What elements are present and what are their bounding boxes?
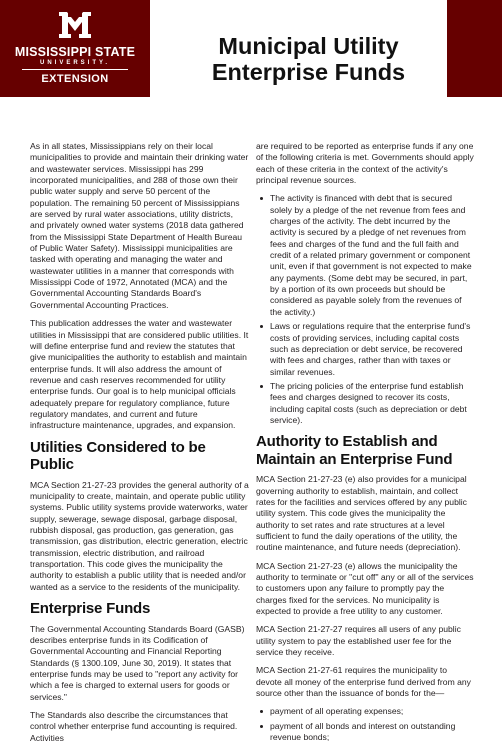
intro-paragraph: As in all states, Mississippians rely on their local municipalities to provide and maintain their drinking water and wastewater services. Mississippi has 299 incorporated municipalities, and 288 of those own their public water supply and serve 50 percent of the population. The remaining 50 percent of Mississippians are served by rural water associations, utility districts, and privately owned water systems (2018 data gathered from the Mississippi State Department of Health Bureau of Public Water Safety). Mississippi municipalities are tasked with operating and managing the water and wastewater utilities in a manner that corresponds with Mississippi Code of 1972, Annotated (MCA) and the Governmental Accounting Standards Board's Governmental Accounting Practices. [30,141,249,310]
title-line-2: Enterprise Funds [211,59,406,85]
list-item: payment of all operating expenses; [256,706,475,717]
authority-paragraph-3: MCA Section 21-27-27 requires all users of any public utility system to pay the established user fee for the service they receive. [256,624,461,658]
criteria-paragraph: are required to be reported as enterprise funds if any one of the following criteria is met. Governments should apply each of these criteria in the context of the activity's principal revenue sources. [256,141,474,186]
section-heading-public-utilities: Utilities Considered to be Public [30,438,206,474]
purpose-paragraph: This publication addresses the water and wastewater utilities in Mississippi that are considered public utilities. It will define enterprise fund and review the statutes that give municipalities the authority to establish and maintain enterprise funds. It will also address the amount of revenue and cash reserves recommended for utility enterprise funds. Our goal is to help municipal officials adequately prepare for regulatory compliance, future regulatory mandates, and current and future infrastructure maintenance, upgrades, and expansion. [30,318,249,431]
list-item: The pricing policies of the enterprise fund establish fees and charges designed to recover its costs, including capital costs (such as depreciation or debt service). [256,381,475,426]
fund-uses-list [256,706,475,743]
msu-m-logo-icon [57,8,93,42]
criteria-list [256,193,475,426]
logo-name: MISSISSIPPI STATE [14,45,136,59]
list-item: payment of all bonds and interest on outstanding revenue bonds; [256,721,475,744]
authority-paragraph-4: MCA Section 21-27-61 requires the municipality to devote all money of the enterprise fund derived from any source other than the issuance of bonds for the— [256,665,471,699]
document-title [170,33,447,85]
list-item: The activity is financed with debt that is secured solely by a pledge of the net revenue from fees and charges of the activity. The debt incurred by the activity is secured by a pledge of net revenues from fees and charges of the fund and the full faith and credit of a related primary government or component unit, even if that government is not expected to make any payments. (Some debt may be secured, in part, by a portion of its own proceeds but should be considered as payable solely from the revenues of the activity.) [256,193,475,318]
title-line-1: Municipal Utility [218,33,399,59]
msu-extension-logo [0,0,150,97]
section-heading-authority: Authority to Establish and Maintain an Enterprise Fund [256,433,453,468]
section-heading-enterprise-funds: Enterprise Funds [30,600,151,618]
authority-paragraph-2: MCA Section 21-27-23 (e) allows the municipality the authority to terminate or "cut off" any or all of the services to customers upon any failure to promptly pay the charges fixed for the services. No municipality is expected to provide a free utility to any customer. [256,560,474,617]
public-utilities-paragraph: MCA Section 21-27-23 provides the general authority of a municipality to create, maintain, and operate public utility systems. Public utility systems provide waterworks, water supply, sewerage, sewage disposal, garbage disposal, rubbish disposal, gas production, gas generation, gas transmission, gas distribution, electric generation, electric transmission, electric distribution, and railroad transportation. This code gives the municipality the authority to establish a public utility that is needed and/or wanted as a service to the residents of the municipality. [30,479,249,592]
left-column [30,141,249,751]
logo-divider [22,69,128,70]
logo-extension: EXTENSION [41,73,109,85]
list-item: Laws or regulations require that the enterprise fund's costs of providing services, including capital costs such as depreciation or debt service, be recovered with fees and charges, rather than with taxes or similar revenues. [256,321,475,378]
gasb-paragraph: The Governmental Accounting Standards Board (GASB) describes enterprise funds in its Codification of Governmental Accounting and Financial Reporting Standards (§ 1300.109, June 30, 2019). It states that enterprise funds may be used to "report any activity for which a fee is charged to external users for goods or services." [30,623,245,702]
logo-university: UNIVERSITY. [39,60,110,66]
right-column [256,141,475,750]
authority-paragraph-1: MCA Section 21-27-23 (e) also provides for a municipal governing authority to establish, maintain, and collect rates for the facilities and services offered by any public utility system. This code gives the municipality the authority to set rates and rate structures at a level sufficient to fund the daily operations of the utility, the routine maintenance, and future needs (depreciation). [256,474,467,553]
header-accent-tab [447,0,502,97]
standards-paragraph: The Standards also describe the circumstances that control whether enterprise fund accounting is required. Activities [30,709,238,743]
